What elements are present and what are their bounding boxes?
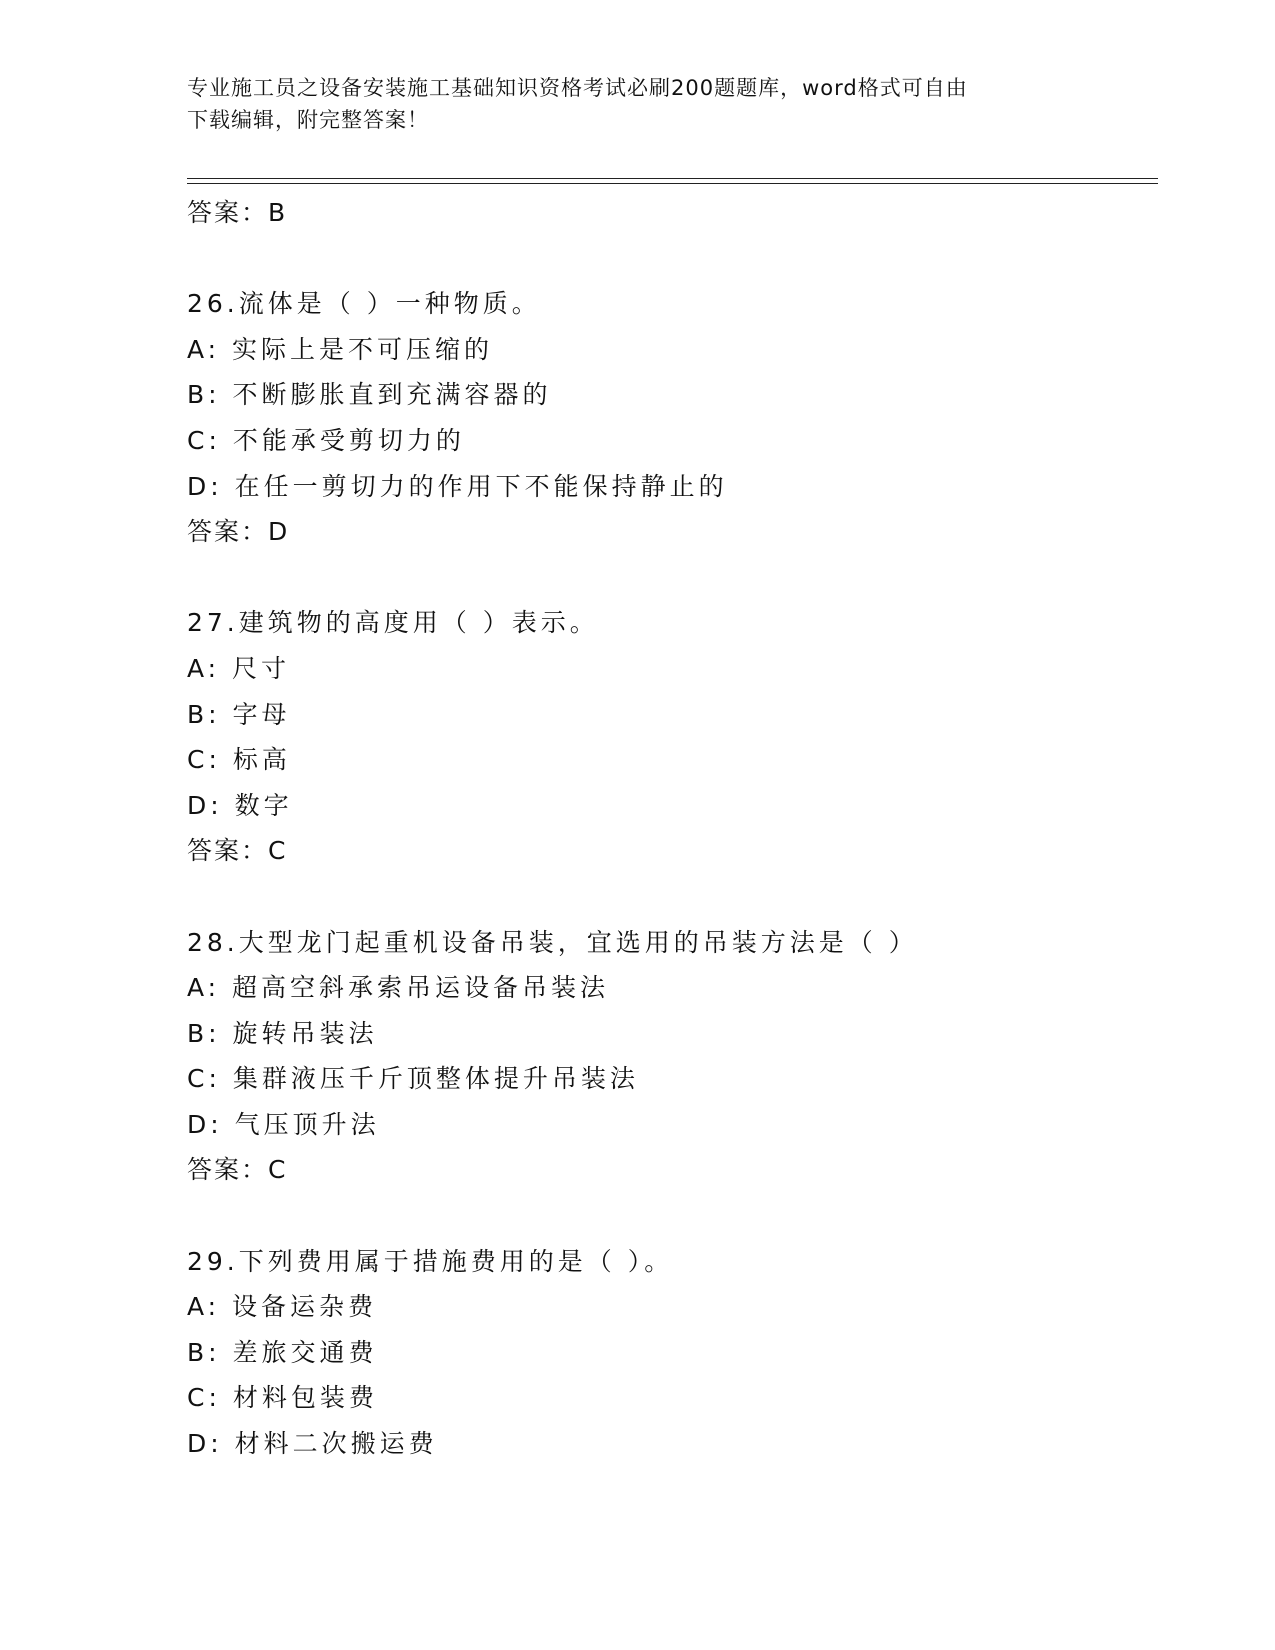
question-block-26 [187,281,1147,555]
answer: 答案：C [187,836,288,866]
answer: 答案：C [187,1155,288,1185]
spacer [187,874,1147,920]
option-c: C: 集群液压千斤顶整体提升吊装法 [187,1064,639,1094]
question-stem: 29.下列费用属于措施费用的是（ ）。 [187,1246,674,1276]
spacer [187,1193,1147,1239]
question-block-27 [187,600,1147,874]
question-stem: 28.大型龙门起重机设备吊装，宜选用的吊装方法是（ ） [187,927,918,957]
question-block-29 [187,1239,1147,1467]
option-d: D: 在任一剪切力的作用下不能保持静止的 [187,471,728,501]
spacer [187,236,1147,282]
option-a: A: 尺寸 [187,653,291,683]
option-b: B: 旋转吊装法 [187,1018,378,1048]
question-stem: 26.流体是（ ）一种物质。 [187,289,541,319]
option-a: A: 设备运杂费 [187,1292,378,1322]
option-d: D: 数字 [187,790,293,820]
question-stem: 27.建筑物的高度用（ ）表示。 [187,608,599,638]
previous-answer: 答案：B [187,198,288,227]
answer: 答案：D [187,517,290,547]
spacer [187,555,1147,601]
option-b: B: 字母 [187,699,291,729]
header-divider-bottom [187,183,1158,184]
option-d: D: 气压顶升法 [187,1109,380,1139]
option-c: C: 不能承受剪切力的 [187,425,465,455]
option-b: B: 差旅交通费 [187,1337,378,1367]
option-c: C: 材料包装费 [187,1383,378,1413]
document-header [187,72,1087,136]
option-a: A: 实际上是不可压缩的 [187,334,494,364]
option-c: C: 标高 [187,745,291,775]
header-line-1: 专业施工员之设备安装施工基础知识资格考试必刷200题题库，word格式可自由 [187,76,968,100]
option-a: A: 超高空斜承索吊运设备吊装法 [187,973,610,1003]
option-b: B: 不断膨胀直到充满容器的 [187,380,552,410]
question-content [187,190,1147,1467]
option-d: D: 材料二次搬运费 [187,1429,438,1459]
question-block-28 [187,920,1147,1194]
header-line-2: 下载编辑，附完整答案！ [187,108,429,132]
header-divider-top [187,178,1158,179]
